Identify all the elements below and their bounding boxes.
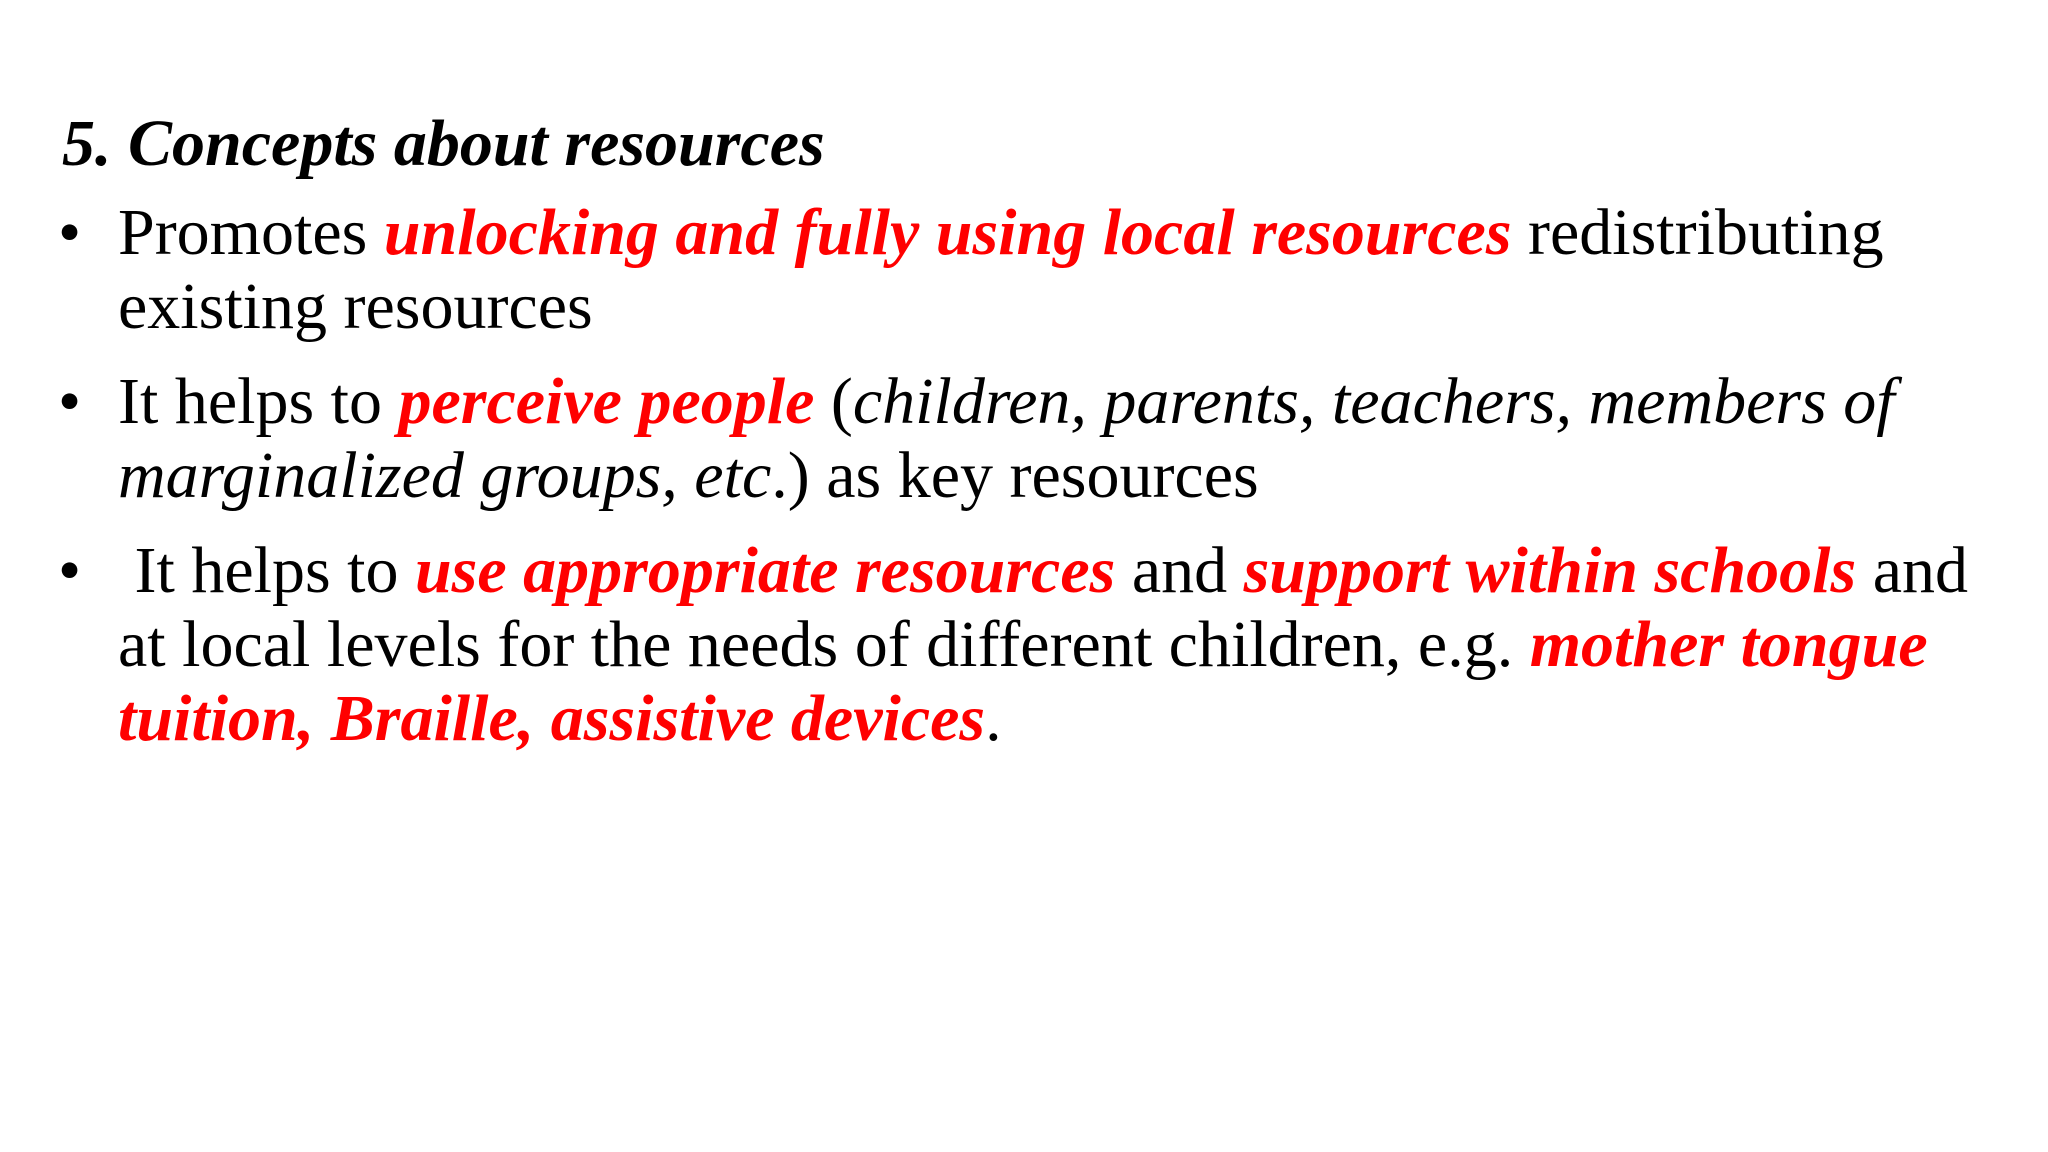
bullet-line bbox=[118, 439, 2048, 513]
bullet-marker: • bbox=[58, 534, 82, 607]
highlight-text: tuition, Braille, assistive devices bbox=[118, 682, 986, 755]
bullet-text: existing resources bbox=[118, 270, 593, 343]
highlight-text: mother tongue bbox=[1529, 608, 1928, 681]
bullet-text: and bbox=[1856, 534, 1968, 607]
bullet-text: at local levels for the needs of different children, e.g. bbox=[118, 608, 1530, 681]
highlight-text: use appropriate resources bbox=[414, 534, 1116, 607]
italic-text: marginalized groups, etc bbox=[118, 439, 772, 512]
bullet-text: It helps to bbox=[118, 534, 415, 607]
bullet-text: ( bbox=[814, 365, 853, 438]
bullet-item-3 bbox=[58, 534, 2048, 756]
bullet-text: redistributing bbox=[1511, 196, 1884, 269]
highlight-text: support within schools bbox=[1243, 534, 1857, 607]
bullet-marker: • bbox=[58, 196, 82, 269]
bullet-line bbox=[118, 682, 2048, 756]
bullet-list bbox=[58, 196, 2048, 777]
bullet-line bbox=[118, 365, 2048, 439]
bullet-text: and bbox=[1115, 534, 1244, 607]
bullet-text: It helps to bbox=[118, 365, 399, 438]
bullet-text: .) as key resources bbox=[771, 439, 1259, 512]
bullet-line bbox=[118, 270, 2048, 344]
bullet-line bbox=[118, 196, 2048, 270]
bullet-item-2 bbox=[58, 365, 2048, 513]
bullet-text: Promotes bbox=[118, 196, 384, 269]
bullet-text: . bbox=[985, 682, 1002, 755]
slide-heading: 5. Concepts about resources bbox=[62, 107, 825, 180]
highlight-text: perceive people bbox=[398, 365, 815, 438]
bullet-line bbox=[118, 608, 2048, 682]
bullet-marker: • bbox=[58, 365, 82, 438]
highlight-text: unlocking and fully using local resources bbox=[383, 196, 1512, 269]
bullet-item-1 bbox=[58, 196, 2048, 344]
italic-text: children, parents, teachers, members of bbox=[852, 365, 1895, 438]
bullet-line bbox=[118, 534, 2048, 608]
